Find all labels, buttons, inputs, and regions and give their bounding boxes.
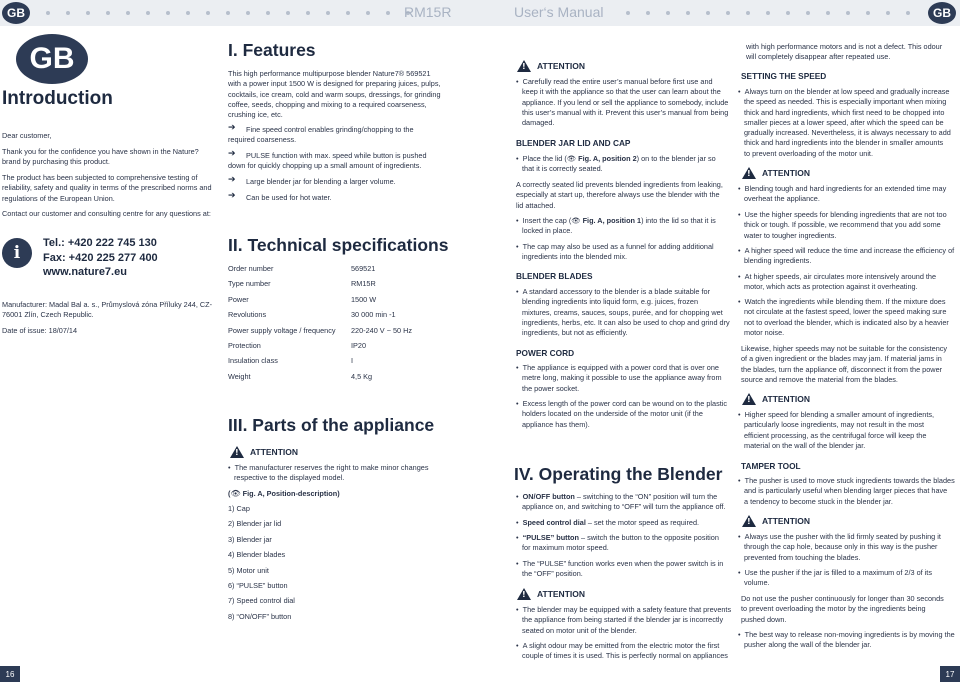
- spec-value: 30 000 min -1: [351, 310, 396, 320]
- op-pulse: • “PULSE” button – switch the button to the opposite position for maximum motor speed.: [516, 533, 719, 553]
- speed-warning-3: • A higher speed will reduce the time and increase the efficiency of blending ingredients.: [738, 246, 955, 266]
- arrow-icon: ➔: [228, 149, 236, 159]
- attention-label: ATTENTION: [537, 589, 586, 599]
- odour-continued: with high performance motors and is not a defect. This odour will completely disappear after repeated use.: [746, 42, 943, 62]
- spec-value: 569521: [351, 264, 376, 273]
- op-odour: • A slight odour may be emitted from the electric motor the first couple of times it is used. This is perfectly normal on appliances: [516, 641, 728, 661]
- warning-icon: [742, 515, 756, 527]
- tamper-text: • The pusher is used to move stuck ingredients towards the blades and is particularly useful when blending larger pieces that have a tendency to become stuck in the blender jar.: [738, 476, 955, 506]
- tamper-duration: Do not use the pusher continuously for longer than 30 seconds to prevent overloading the motor by the ingredients being pushed down.: [741, 594, 944, 624]
- tamper-best-way: • The best way to release non-moving ingredients is by moving the pusher along the wall of the blender jar.: [738, 630, 955, 650]
- header-product: RM15R: [404, 4, 452, 20]
- contact-block: [43, 236, 158, 280]
- warning-text: • Carefully read the entire user’s manual before first use and keep it with the appliance so that the user can learn about the appliance. If you lend or sell the appliance to somebody, include this user’s manual with it. Prevent this user’s manual from being damaged.: [516, 77, 729, 128]
- parts-item: 8) “ON/OFF” button: [228, 611, 292, 621]
- parts-item: 7) Speed control dial: [228, 596, 295, 606]
- parts-item: 1) Cap: [228, 504, 250, 513]
- blades-text: • A standard accessory to the blender is a blade suitable for blending ingredients into liquid form, e.g. juices, frozen mixtures, creams, sauces, soups, purée, and for chopping wet ingredients, herbs, etc. It can also be used to chop and grind dry ingredients, but not as efficiently.: [516, 287, 730, 338]
- page-number-left: 16: [0, 666, 20, 682]
- parts-note: • The manufacturer reserves the right to make minor changes respective to the displayed model.: [228, 463, 429, 483]
- cord-text: • The appliance is equipped with a power cord that is over one metre long, making it possible to use the appliance away from the power socket.: [516, 363, 722, 393]
- fax: Fax: +420 225 277 400: [43, 251, 158, 264]
- spec-label: Insulation class: [228, 356, 278, 366]
- intro-testing: The product has been subjected to comprehensive testing of reliability, safety and quality in terms of the prescribed norms and regulations of the European Union.: [2, 173, 212, 203]
- heading-lid: BLENDER JAR LID AND CAP: [516, 138, 631, 148]
- op-speed: • Speed control dial – set the motor speed as required.: [516, 518, 700, 527]
- warning-icon: [517, 60, 531, 72]
- speed-text: • Always turn on the blender at low speed and gradually increase the speed as needed. This is especially important when mixing thick and hard ingredients, which first need to be chopped into smaller pieces at a lower speed, after which the speed can be gradually increased. Nevertheless, it is always necessary to add thick and hard ingredients into the blender in smaller amounts to prevent overloading of the motor unit.: [738, 87, 951, 158]
- info-icon: i: [2, 238, 32, 268]
- header-dots-right: [626, 11, 910, 15]
- spec-value: RM15R: [351, 279, 376, 289]
- gb-badge-right: GB: [928, 2, 956, 24]
- parts-item: 4) Blender blades: [228, 550, 286, 560]
- feature-item: Large blender jar for blending a larger volume.: [246, 177, 396, 186]
- spec-label: Power supply voltage / frequency: [228, 325, 336, 335]
- spec-value: 1500 W: [351, 294, 377, 304]
- speed-warning-2: • Use the higher speeds for blending ingredients that are not too thick or tough. If possible, we recommend that you add some water to tougher ingredients.: [738, 210, 947, 240]
- attention-label: ATTENTION: [762, 168, 811, 178]
- speed-warning-6: • Higher speed for blending a smaller amount of ingredients, particularly loose ingredients, may not result in the most efficient processing, as the centrifugal force will keep the material on the wall of the blender jar.: [738, 410, 935, 450]
- features-text: This high performance multipurpose blender Nature7® 569521 with a power input 1500 W is designed for preparing juices, pulps, cocktails, ice cream, cold and warm soups, dressings, for grinding coffee, seeds, chopping and mixing to a required coarseness, crushing ice, etc.: [228, 69, 441, 120]
- arrow-icon: ➔: [228, 123, 236, 133]
- parts-item: 2) Blender jar lid: [228, 519, 282, 529]
- op-onoff: • ON/OFF button – switching to the “ON” position will turn the appliance on, and switching to “OFF” will turn the appliance off.: [516, 492, 726, 512]
- attention-label: ATTENTION: [537, 61, 586, 71]
- parts-item: 5) Motor unit: [228, 565, 269, 575]
- op-safety: • The blender may be equipped with a safety feature that prevents the appliance from being started if the blender jar is incorrectly seated on motor unit of the blender.: [516, 605, 732, 635]
- feature-item: PULSE function with max. speed while button is pushed down for quickly chopping up a small amount of ingredients.: [228, 151, 427, 171]
- spec-value: 4,5 Kg: [351, 371, 373, 381]
- contact-intro: Contact our customer and consulting centre for any questions at:: [2, 209, 211, 218]
- cord-text-2: • Excess length of the power cord can be wound on to the plastic holders located on the underside of the motor unit (if the appliance has them).: [516, 399, 728, 429]
- speed-warning-1: • Blending tough and hard ingredients for an extended time may overheat the appliance.: [738, 184, 947, 204]
- spec-label: Order number: [228, 264, 274, 273]
- lid-text: • Place the lid (👁 Fig. A, position 2) on to the blender jar so that it is correctly seated.: [516, 154, 716, 174]
- attention-label: ATTENTION: [762, 394, 811, 404]
- tamper-warning-2: • Use the pusher if the jar is filled to a maximum of 2/3 of its volume.: [738, 568, 932, 588]
- heading-cord: POWER CORD: [516, 348, 575, 358]
- arrow-icon: ➔: [228, 175, 236, 185]
- operating-title: IV. Operating the Blender: [514, 464, 723, 484]
- fig-caption: (👁 Fig. A, Position-description): [228, 489, 340, 498]
- op-pulse-off: • The “PULSE” function works even when the power switch is in the “OFF” position.: [516, 559, 724, 579]
- spec-label: Type number: [228, 279, 271, 289]
- spec-value: 220-240 V ~ 50 Hz: [351, 325, 413, 335]
- tech-specs-title: II. Technical specifications: [228, 235, 449, 255]
- feature-item: Can be used for hot water.: [246, 193, 332, 202]
- phone: Tel.: +420 222 745 130: [43, 237, 157, 249]
- parts-item: 3) Blender jar: [228, 534, 272, 544]
- spec-label: Revolutions: [228, 310, 267, 320]
- attention-label: ATTENTION: [762, 516, 811, 526]
- heading-tamper: TAMPER TOOL: [741, 461, 801, 471]
- tamper-warning-1: • Always use the pusher with the lid firmly seated by pushing it through the cap hole, because only in this way is the pusher prevented from touching the blades.: [738, 532, 941, 562]
- greeting: Dear customer,: [2, 131, 52, 140]
- feature-item: Fine speed control enables grinding/chopping to the required coarseness.: [228, 125, 414, 145]
- parts-item: 6) “PULSE” button: [228, 581, 288, 590]
- intro-text: Thank you for the confidence you have shown in the Nature? brand by purchasing this product.: [2, 147, 199, 167]
- website[interactable]: www.nature7.eu: [43, 266, 127, 278]
- gb-badge: GB: [2, 2, 30, 24]
- parts-title: III. Parts of the appliance: [228, 415, 435, 435]
- page-number-right: 17: [940, 666, 960, 682]
- spec-label: Power: [228, 294, 249, 304]
- gb-logo: GB: [16, 34, 88, 84]
- spec-label: Weight: [228, 371, 251, 381]
- warning-icon: [517, 588, 531, 600]
- date-of-issue: Date of issue: 18/07/14: [2, 326, 78, 335]
- features-title: I. Features: [228, 40, 316, 60]
- arrow-icon: ➔: [228, 191, 236, 201]
- header-dots: [46, 11, 410, 15]
- spec-label: Protection: [228, 341, 261, 350]
- heading-speed: SETTING THE SPEED: [741, 71, 827, 81]
- introduction-title: Introduction: [2, 88, 113, 109]
- cap-text: • Insert the cap (👁 Fig. A, position 1) into the lid so that it is locked in place.: [516, 216, 716, 236]
- heading-blades: BLENDER BLADES: [516, 271, 593, 281]
- spec-value: IP20: [351, 341, 367, 350]
- speed-jam-text: Likewise, higher speeds may not be suitable for the consistency of a given ingredient or the blades may jam. If material jams in the blades, turn the appliance off, disconnect it from the power source and remove the material from the blades.: [741, 344, 948, 384]
- speed-warning-4: • At higher speeds, air circulates more intensively around the motor, which acts as protection against it overheating.: [738, 272, 937, 292]
- cap-funnel-text: • The cap may also be used as a funnel for adding additional ingredients into the blended mix.: [516, 242, 714, 262]
- speed-warning-5: • Watch the ingredients while blending them. If the mixture does not circulate at the fastest speed, lower the speed making sure not to overload the blender, which is indicated also by a heavier motor noise.: [738, 297, 949, 337]
- manufacturer: Manufacturer: Madal Bal a. s., Průmyslová zóna Příluky 244, CZ- 76001 Zlín, Czech Republic.: [2, 300, 213, 320]
- attention-label: ATTENTION: [250, 447, 299, 457]
- spec-value: I: [351, 356, 354, 366]
- header-manual-title: User‘s Manual: [514, 4, 604, 20]
- warning-icon: [742, 393, 756, 405]
- warning-icon: [742, 167, 756, 179]
- lid-info: A correctly seated lid prevents blended ingredients from leaking, especially at start up, therefore always use the blender with the lid attached.: [516, 180, 723, 210]
- warning-icon: [230, 446, 244, 458]
